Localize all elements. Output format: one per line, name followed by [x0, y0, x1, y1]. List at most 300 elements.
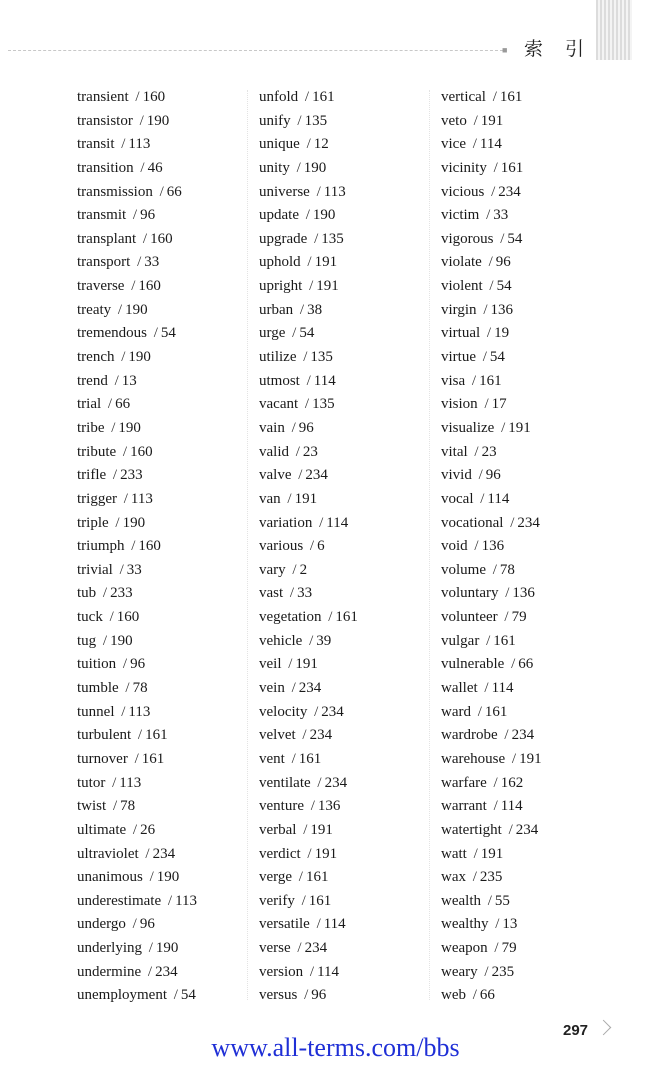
- index-page-ref: 96: [130, 656, 146, 673]
- index-entry: [259, 677, 358, 701]
- index-entry: [441, 653, 542, 677]
- index-page-ref: 190: [110, 632, 133, 649]
- index-entry: [77, 251, 197, 275]
- index-entry: [77, 417, 197, 441]
- index-page-ref: 190: [155, 940, 179, 957]
- index-entry: [77, 843, 197, 867]
- index-word: virgin: [441, 301, 477, 318]
- index-separator: /: [112, 774, 117, 791]
- index-entry: [259, 110, 358, 134]
- index-entry: [77, 488, 197, 512]
- index-word: violate: [441, 254, 482, 271]
- index-page-ref: 78: [120, 798, 136, 815]
- index-entry: [77, 701, 197, 725]
- index-page-ref: 190: [118, 419, 141, 436]
- index-page-ref: 26: [140, 821, 156, 838]
- index-page-ref: 190: [125, 301, 148, 318]
- index-entry: [77, 748, 197, 772]
- index-page-ref: 78: [132, 680, 148, 697]
- index-separator: /: [486, 632, 491, 649]
- index-entry: [259, 181, 358, 205]
- index-word: unanimous: [77, 869, 143, 886]
- index-word: triple: [77, 514, 109, 531]
- index-page-ref: 191: [316, 278, 339, 295]
- index-word: virtual: [441, 325, 481, 342]
- index-separator: /: [301, 892, 306, 909]
- index-separator: /: [145, 845, 150, 862]
- index-entry: [77, 157, 197, 181]
- index-page-ref: 96: [495, 254, 511, 271]
- index-word: van: [259, 490, 281, 507]
- index-word: vision: [441, 396, 478, 413]
- index-separator: /: [472, 136, 477, 153]
- index-entry: [441, 913, 542, 937]
- index-separator: /: [135, 89, 140, 105]
- index-word: turbulent: [77, 727, 132, 744]
- index-separator: /: [505, 585, 510, 602]
- index-entry: [77, 772, 197, 796]
- index-entry: [441, 866, 542, 890]
- index-separator: /: [291, 750, 296, 767]
- index-separator: /: [297, 112, 302, 129]
- index-page-ref: 161: [500, 159, 524, 176]
- index-page-ref: 13: [502, 916, 518, 933]
- index-page-ref: 161: [145, 727, 168, 744]
- index-word: uphold: [259, 254, 301, 271]
- index-page-ref: 114: [491, 680, 514, 697]
- index-entry: [441, 299, 542, 323]
- index-page-ref: 191: [519, 750, 542, 767]
- index-page-ref: 160: [116, 609, 140, 626]
- index-word: verse: [259, 940, 291, 957]
- index-separator: /: [298, 467, 303, 484]
- index-page-ref: 190: [312, 207, 336, 224]
- index-entry: [259, 441, 358, 465]
- index-word: transport: [77, 254, 131, 271]
- index-separator: /: [292, 561, 297, 578]
- index-word: vain: [259, 419, 285, 436]
- index-separator: /: [483, 301, 488, 318]
- index-page-ref: 2: [299, 561, 308, 578]
- index-separator: /: [299, 301, 305, 318]
- index-separator: /: [121, 349, 126, 366]
- index-word: wallet: [441, 680, 478, 697]
- index-separator: /: [302, 727, 307, 744]
- index-entry: [77, 606, 197, 630]
- index-page-ref: 191: [314, 254, 338, 271]
- index-entry: [441, 795, 542, 819]
- index-page-ref: 160: [150, 230, 173, 247]
- index-entry: [259, 937, 358, 961]
- index-entry: [77, 86, 197, 110]
- index-word: venture: [259, 798, 304, 815]
- index-entry: [259, 559, 358, 583]
- index-separator: /: [304, 987, 309, 1004]
- index-word: vein: [259, 680, 285, 697]
- index-entry: [259, 512, 358, 536]
- index-separator: /: [487, 892, 492, 909]
- index-entry: [441, 630, 542, 654]
- index-word: unify: [259, 112, 291, 129]
- index-page-ref: 113: [119, 774, 142, 791]
- index-word: variation: [259, 514, 313, 531]
- index-word: trend: [77, 372, 108, 389]
- index-separator: /: [316, 916, 321, 933]
- index-separator: /: [115, 514, 120, 531]
- index-word: veil: [259, 656, 282, 673]
- index-separator: /: [112, 467, 118, 484]
- footer-website-link[interactable]: www.all-terms.com/bbs: [211, 1033, 460, 1062]
- index-entry: [441, 535, 542, 559]
- index-word: trial: [77, 396, 102, 413]
- index-word: vary: [259, 561, 286, 578]
- index-separator: /: [121, 136, 126, 153]
- index-word: watt: [441, 845, 467, 862]
- index-page-ref: 38: [307, 301, 323, 318]
- index-word: underestimate: [77, 892, 162, 909]
- index-page-ref: 17: [491, 396, 507, 413]
- index-separator: /: [303, 821, 308, 838]
- index-entry: [77, 110, 197, 134]
- index-separator: /: [296, 159, 301, 176]
- index-entry: [77, 464, 197, 488]
- index-word: unemployment: [77, 987, 167, 1004]
- index-separator: /: [291, 419, 296, 436]
- index-page-ref: 191: [480, 845, 504, 862]
- index-entry: [441, 157, 542, 181]
- index-page-ref: 136: [317, 798, 341, 815]
- index-page-ref: 190: [122, 514, 146, 531]
- index-entry: [259, 630, 358, 654]
- index-page-ref: 79: [501, 940, 517, 957]
- index-entry: [77, 133, 197, 157]
- index-word: weapon: [441, 940, 488, 957]
- index-entry: [441, 843, 542, 867]
- index-word: volunteer: [441, 609, 498, 626]
- index-page-ref: 135: [310, 349, 333, 366]
- index-word: valve: [259, 467, 292, 484]
- index-word: ultraviolet: [77, 845, 139, 862]
- index-page-ref: 66: [518, 656, 534, 673]
- index-entry: [441, 204, 542, 228]
- index-entry: [77, 512, 197, 536]
- index-separator: /: [287, 490, 292, 507]
- index-word: ultimate: [77, 821, 127, 838]
- index-entry: [441, 251, 542, 275]
- index-page-ref: 54: [489, 349, 505, 366]
- index-page-ref: 96: [140, 207, 156, 224]
- index-page-ref: 79: [511, 609, 527, 626]
- index-separator: /: [303, 349, 308, 366]
- index-separator: /: [474, 538, 479, 555]
- thumb-index-tab: [596, 0, 632, 60]
- index-entry: [259, 795, 358, 819]
- index-separator: /: [306, 136, 311, 153]
- index-entry: [259, 843, 358, 867]
- page-number: 297: [563, 1022, 589, 1039]
- index-page-ref: 114: [500, 798, 523, 815]
- index-entry: [441, 606, 542, 630]
- index-word: tribe: [77, 419, 105, 436]
- index-entry: [259, 984, 358, 1008]
- index-entry: [441, 275, 542, 299]
- index-entry: [259, 464, 358, 488]
- index-page-ref: 160: [142, 89, 166, 105]
- index-entry: [441, 346, 542, 370]
- index-entry: [441, 370, 542, 394]
- index-word: tug: [77, 632, 97, 649]
- index-word: trivial: [77, 561, 113, 578]
- index-entry: [441, 772, 542, 796]
- index-word: vivid: [441, 467, 472, 484]
- index-entry: [259, 275, 358, 299]
- index-word: violent: [441, 278, 483, 295]
- index-word: transmission: [77, 183, 153, 200]
- index-separator: /: [484, 680, 489, 697]
- index-word: watertight: [441, 821, 502, 838]
- index-word: trifle: [77, 467, 107, 484]
- index-word: update: [259, 207, 299, 224]
- index-entry: [441, 110, 542, 134]
- index-separator: /: [488, 254, 493, 271]
- index-word: vicious: [441, 183, 485, 200]
- index-word: web: [441, 987, 466, 1004]
- index-page-ref: 234: [309, 727, 333, 744]
- index-page-ref: 33: [144, 254, 160, 271]
- index-separator: /: [309, 632, 314, 649]
- index-word: undergo: [77, 916, 126, 933]
- index-page-ref: 46: [147, 159, 163, 176]
- index-word: tutor: [77, 774, 106, 791]
- index-word: vehicle: [259, 632, 303, 649]
- index-entry: [77, 819, 197, 843]
- index-column-1: [77, 86, 197, 1008]
- index-page-ref: 6: [317, 538, 325, 555]
- index-page-ref: 235: [491, 963, 515, 980]
- index-entry: [77, 370, 197, 394]
- index-separator: /: [137, 727, 143, 744]
- index-word: warfare: [441, 774, 487, 791]
- index-column-2: [259, 86, 358, 1008]
- index-entry: [259, 961, 358, 985]
- index-entry: [77, 228, 197, 252]
- index-word: various: [259, 538, 304, 555]
- index-entry: [259, 724, 358, 748]
- index-entry: [77, 204, 197, 228]
- index-page-ref: 113: [175, 892, 198, 909]
- index-entry: [259, 488, 358, 512]
- index-separator: /: [305, 207, 310, 224]
- index-page-ref: 33: [126, 561, 142, 578]
- index-word: wax: [441, 869, 466, 886]
- index-separator: /: [310, 798, 315, 815]
- index-entry: [77, 984, 197, 1008]
- index-page-ref: 135: [312, 396, 335, 413]
- index-word: vice: [441, 136, 466, 153]
- index-page-ref: 234: [152, 845, 176, 862]
- index-separator: /: [289, 585, 295, 602]
- index-separator: /: [149, 869, 154, 886]
- index-separator: /: [132, 916, 137, 933]
- index-word: transient: [77, 89, 129, 105]
- index-word: vertical: [441, 89, 486, 105]
- index-entry: [77, 559, 197, 583]
- index-page-ref: 234: [517, 514, 540, 531]
- index-page-ref: 66: [115, 396, 131, 413]
- index-separator: /: [122, 443, 128, 460]
- index-word: virtue: [441, 349, 476, 366]
- index-entry: [77, 630, 197, 654]
- index-entry: [77, 299, 197, 323]
- index-separator: /: [131, 538, 136, 555]
- index-page-ref: 23: [481, 443, 497, 460]
- index-word: visa: [441, 372, 466, 389]
- index-entry: [259, 582, 358, 606]
- index-entry: [441, 748, 542, 772]
- index-page-ref: 161: [479, 372, 502, 389]
- index-separator: /: [478, 467, 483, 484]
- index-entry: [259, 393, 358, 417]
- header-rule: [8, 50, 503, 51]
- index-page-ref: 113: [128, 136, 151, 153]
- index-word: ward: [441, 703, 471, 720]
- index-entry: [77, 582, 197, 606]
- index-page-ref: 114: [313, 372, 336, 389]
- index-word: tub: [77, 585, 97, 602]
- index-page-ref: 96: [139, 916, 155, 933]
- index-entry: [441, 488, 542, 512]
- index-page-ref: 234: [498, 183, 521, 200]
- index-separator: /: [292, 325, 297, 342]
- index-page-ref: 23: [302, 443, 318, 460]
- index-word: underlying: [77, 940, 142, 957]
- index-separator: /: [508, 821, 513, 838]
- index-word: warehouse: [441, 750, 506, 767]
- index-separator: /: [314, 230, 319, 247]
- index-entry: [259, 653, 358, 677]
- index-entry: [77, 393, 197, 417]
- index-word: vast: [259, 585, 284, 602]
- index-word: warrant: [441, 798, 487, 815]
- index-word: trench: [77, 349, 115, 366]
- index-separator: /: [119, 561, 124, 578]
- index-entry: [77, 677, 197, 701]
- index-page-ref: 161: [141, 750, 165, 767]
- index-separator: /: [140, 159, 145, 176]
- index-page-ref: 113: [130, 490, 153, 507]
- index-separator: /: [307, 254, 312, 271]
- index-entry: [441, 441, 542, 465]
- index-word: transition: [77, 159, 134, 176]
- index-separator: /: [131, 278, 136, 295]
- index-page-ref: 96: [298, 419, 314, 436]
- index-entry: [259, 701, 358, 725]
- index-page-ref: 114: [487, 490, 510, 507]
- index-separator: /: [134, 750, 139, 767]
- index-entry: [441, 819, 542, 843]
- index-page-ref: 39: [316, 632, 332, 649]
- index-word: volume: [441, 561, 486, 578]
- index-word: void: [441, 538, 468, 555]
- index-page-ref: 191: [508, 419, 531, 436]
- index-entry: [259, 819, 358, 843]
- index-page-ref: 161: [335, 609, 358, 626]
- index-separator: /: [473, 112, 478, 129]
- index-separator: /: [304, 396, 310, 413]
- index-entry: [259, 299, 358, 323]
- index-entry: [77, 181, 197, 205]
- index-word: urge: [259, 325, 286, 342]
- index-separator: /: [492, 561, 497, 578]
- index-page-ref: 135: [321, 230, 344, 247]
- index-separator: /: [297, 940, 302, 957]
- index-word: victim: [441, 207, 480, 224]
- index-separator: /: [142, 230, 148, 247]
- index-word: treaty: [77, 301, 112, 318]
- index-word: unique: [259, 136, 300, 153]
- index-word: version: [259, 963, 304, 980]
- index-word: unity: [259, 159, 290, 176]
- index-page-ref: 54: [496, 278, 512, 295]
- index-separator: /: [114, 372, 119, 389]
- index-word: vacant: [259, 396, 299, 413]
- index-page-ref: 54: [507, 230, 523, 247]
- index-separator: /: [471, 372, 477, 389]
- index-separator: /: [304, 89, 310, 105]
- index-page-ref: 136: [481, 538, 505, 555]
- index-word: upright: [259, 278, 303, 295]
- index-word: versatile: [259, 916, 310, 933]
- index-separator: /: [500, 230, 505, 247]
- index-entry: [441, 393, 542, 417]
- index-separator: /: [486, 207, 491, 224]
- index-separator: /: [112, 798, 118, 815]
- index-page-ref: 19: [494, 325, 510, 342]
- index-page-ref: 161: [484, 703, 508, 720]
- index-page-ref: 233: [110, 585, 133, 602]
- index-word: voluntary: [441, 585, 499, 602]
- index-word: tunnel: [77, 703, 115, 720]
- index-separator: /: [328, 609, 333, 626]
- index-page-ref: 135: [304, 112, 328, 129]
- index-page-ref: 113: [128, 703, 151, 720]
- index-entry: [441, 86, 542, 110]
- index-separator: /: [298, 869, 303, 886]
- index-word: transistor: [77, 112, 133, 129]
- index-entry: [441, 133, 542, 157]
- index-separator: /: [309, 538, 315, 555]
- index-separator: /: [147, 963, 153, 980]
- index-entry: [441, 417, 542, 441]
- index-separator: /: [493, 159, 498, 176]
- index-word: tumble: [77, 680, 119, 697]
- index-separator: /: [173, 987, 178, 1004]
- index-page-ref: 191: [314, 845, 338, 862]
- index-page-ref: 160: [130, 443, 153, 460]
- index-separator: /: [291, 680, 296, 697]
- index-page-ref: 12: [313, 136, 329, 153]
- index-entry: [441, 890, 542, 914]
- index-entry: [77, 937, 197, 961]
- index-separator: /: [504, 609, 509, 626]
- index-word: vicinity: [441, 159, 487, 176]
- index-page-ref: 160: [138, 538, 161, 555]
- index-entry: [441, 559, 542, 583]
- index-separator: /: [111, 419, 116, 436]
- index-page-ref: 66: [479, 987, 495, 1004]
- index-separator: /: [510, 514, 515, 531]
- index-separator: /: [489, 278, 494, 295]
